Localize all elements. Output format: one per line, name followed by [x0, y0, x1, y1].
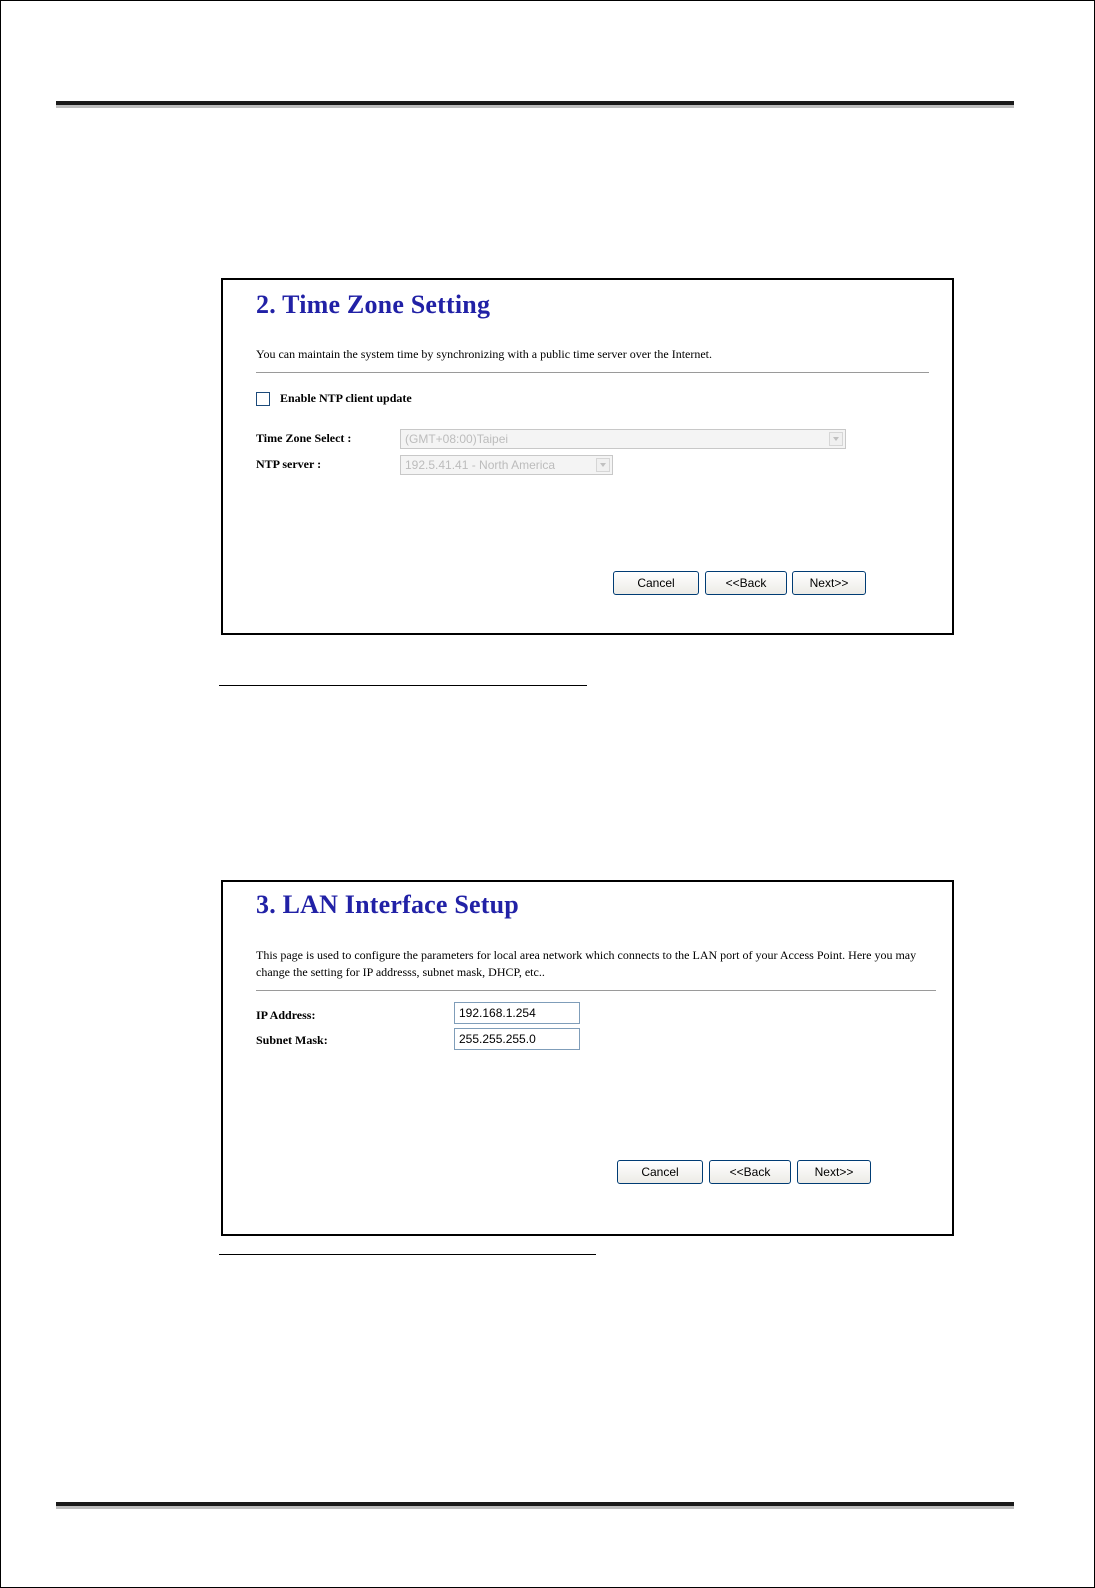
ntp-enable-checkbox[interactable]	[256, 392, 270, 406]
ntp-server-select[interactable]	[400, 455, 613, 475]
panel-description: You can maintain the system time by synchronizing with a public time server over the Internet.	[256, 347, 713, 361]
footer-rule	[56, 1502, 1014, 1509]
caption-underline	[219, 1254, 596, 1255]
subnet-mask-input[interactable]	[454, 1028, 580, 1050]
ip-address-label: IP Address:	[256, 1008, 316, 1022]
next-button[interactable]: Next>>	[792, 571, 866, 595]
back-button[interactable]: <<Back	[705, 571, 787, 595]
lan-interface-panel	[221, 880, 954, 1236]
ntp-server-label: NTP server :	[256, 457, 322, 471]
divider	[256, 372, 929, 373]
time-zone-select-value: (GMT+08:00)Taipei	[405, 432, 509, 446]
time-zone-label: Time Zone Select :	[256, 431, 352, 445]
ntp-checkbox-label: Enable NTP client update	[280, 391, 412, 405]
ntp-checkbox-row	[256, 391, 412, 406]
back-button[interactable]: <<Back	[709, 1160, 791, 1184]
chevron-down-icon	[829, 432, 843, 446]
time-zone-panel	[221, 278, 954, 635]
header-rule	[56, 101, 1014, 108]
ip-address-input[interactable]	[454, 1002, 580, 1024]
ntp-server-select-value: 192.5.41.41 - North America	[405, 458, 556, 472]
panel-title: 3. LAN Interface Setup	[256, 890, 519, 919]
panel-description: This page is used to configure the parameters for local area network which connects to the LAN port of your Access Point. Here you may change the setting for IP addresss, subnet mask, DHCP, etc..	[256, 948, 917, 979]
chevron-down-icon	[596, 458, 610, 472]
subnet-mask-label: Subnet Mask:	[256, 1033, 328, 1047]
time-zone-select[interactable]	[400, 429, 846, 449]
divider	[256, 990, 936, 991]
cancel-button[interactable]: Cancel	[617, 1160, 703, 1184]
next-button[interactable]: Next>>	[797, 1160, 871, 1184]
panel-title: 2. Time Zone Setting	[256, 290, 491, 319]
caption-underline	[219, 685, 587, 686]
cancel-button[interactable]: Cancel	[613, 571, 699, 595]
